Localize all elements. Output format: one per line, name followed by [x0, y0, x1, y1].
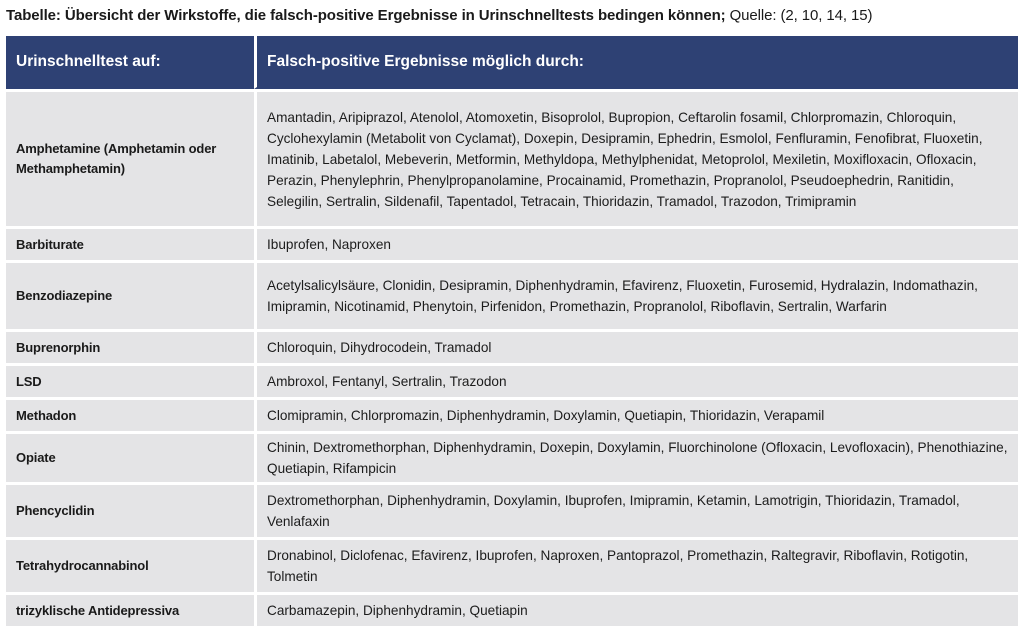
- test-cell: Phencyclidin: [6, 482, 254, 537]
- header-test-type: Urinschnelltest auf:: [6, 36, 254, 89]
- caption-source: Quelle: (2, 10, 14, 15): [725, 7, 873, 24]
- causes-cell: Acetylsalicylsäure, Clonidin, Desipramin, Diphenhydramin, Efavirenz, Fluoxetin, Furosemid, Hydralazin, Indomathazin, Imipramin, Nicotinamid, Phenytoin, Pirfenidon, Promethazin, Propranolol, Riboflavin, Sertralin, Warfarin: [254, 260, 1018, 329]
- table-row: [6, 363, 1018, 397]
- false-positive-table: [6, 36, 1018, 626]
- causes-cell: Amantadin, Aripiprazol, Atenolol, Atomoxetin, Bisoprolol, Bupropion, Ceftarolin fosamil, Chlorpromazin, Chloroquin, Cyclohexylamin (Metabolit von Cyclamat), Doxepin, Desipramin, Ephedrin, Esmolol, Fenfluramin, Fenofibrat, Fluoxetin, Imatinib, Labetalol, Mebeverin, Metformin, Methyldopa, Methylphenidat, Metoprolol, Mexiletin, Moxifloxacin, Ofloxacin, Perazin, Phenylephrin, Phenylpropanolamine, Procainamid, Promethazin, Propranolol, Pseudoephedrin, Ranitidin, Selegilin, Sertralin, Sildenafil, Tapentadol, Tetracain, Thioridazin, Tramadol, Trazodon, Trimipramin: [254, 89, 1018, 226]
- table-row: [6, 226, 1018, 260]
- table-row: [6, 397, 1018, 431]
- causes-cell: Chinin, Dextromethorphan, Diphenhydramin, Doxepin, Doxylamin, Fluorchinolone (Ofloxacin, Levofloxacin), Phenothiazine, Quetiapin, Rifampicin: [254, 431, 1018, 482]
- test-cell: Buprenorphin: [6, 329, 254, 363]
- table-row: [6, 431, 1018, 482]
- table-row: [6, 482, 1018, 537]
- causes-cell: Dronabinol, Diclofenac, Efavirenz, Ibuprofen, Naproxen, Pantoprazol, Promethazin, Raltegravir, Riboflavin, Rotigotin, Tolmetin: [254, 537, 1018, 592]
- test-cell: Tetrahydrocannabinol: [6, 537, 254, 592]
- table-row: [6, 329, 1018, 363]
- table-header-row: [6, 36, 1018, 89]
- table-row: [6, 537, 1018, 592]
- test-cell: Barbiturate: [6, 226, 254, 260]
- test-cell: Opiate: [6, 431, 254, 482]
- causes-cell: Ambroxol, Fentanyl, Sertralin, Trazodon: [254, 363, 1018, 397]
- causes-cell: Clomipramin, Chlorpromazin, Diphenhydramin, Doxylamin, Quetiapin, Thioridazin, Verapamil: [254, 397, 1018, 431]
- test-cell: Methadon: [6, 397, 254, 431]
- table-row: [6, 260, 1018, 329]
- test-cell: Benzodiazepine: [6, 260, 254, 329]
- test-cell: LSD: [6, 363, 254, 397]
- causes-cell: Dextromethorphan, Diphenhydramin, Doxylamin, Ibuprofen, Imipramin, Ketamin, Lamotrigin, Thioridazin, Tramadol, Venlafaxin: [254, 482, 1018, 537]
- causes-cell: Ibuprofen, Naproxen: [254, 226, 1018, 260]
- causes-cell: Carbamazepin, Diphenhydramin, Quetiapin: [254, 592, 1018, 626]
- header-false-positive-causes: Falsch-positive Ergebnisse möglich durch:: [254, 36, 1018, 89]
- table-caption: [6, 6, 872, 26]
- test-cell: trizyklische Antidepressiva: [6, 592, 254, 626]
- test-cell: Amphetamine (Amphetamin oder Methamphetamin): [6, 89, 254, 226]
- table-row: [6, 592, 1018, 626]
- caption-title: Tabelle: Übersicht der Wirkstoffe, die falsch-positive Ergebnisse in Urinschnelltests bedingen können;: [6, 7, 726, 24]
- table-row: [6, 89, 1018, 226]
- causes-cell: Chloroquin, Dihydrocodein, Tramadol: [254, 329, 1018, 363]
